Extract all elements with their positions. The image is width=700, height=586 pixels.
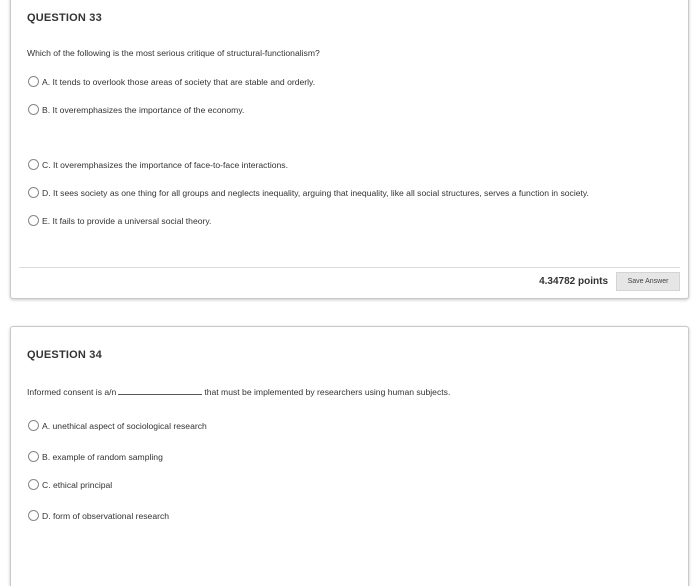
answer-blank [118,386,202,395]
save-answer-button[interactable]: Save Answer [616,272,680,291]
q33-option-b-label[interactable]: B. It overemphasizes the importance of the economy. [42,104,245,115]
q34-option-a-label[interactable]: A. unethical aspect of sociological research [42,420,207,431]
radio-button[interactable] [28,479,39,490]
radio-button[interactable] [28,420,39,431]
question-33-title: QUESTION 33 [27,12,102,24]
question-34-text-before: Informed consent is a/n [27,387,117,397]
radio-button[interactable] [28,104,39,115]
question-34-card [10,326,689,586]
q34-option-d[interactable] [28,510,169,521]
q33-option-a-label[interactable]: A. It tends to overlook those areas of society that are stable and orderly. [42,76,316,87]
q34-option-c[interactable] [28,479,112,490]
q33-option-e[interactable] [28,215,211,226]
divider [19,267,680,268]
q33-option-a[interactable] [28,76,315,87]
q33-option-c-label[interactable]: C. It overemphasizes the importance of face-to-face interactions. [42,159,288,170]
radio-button[interactable] [28,215,39,226]
question-33-text: Which of the following is the most serious critique of structural-functionalism? [27,48,320,58]
radio-button[interactable] [28,187,39,198]
radio-button[interactable] [28,451,39,462]
radio-button[interactable] [28,159,39,170]
q33-option-c[interactable] [28,159,288,170]
question-33-card [10,0,689,299]
question-34-title: QUESTION 34 [27,349,102,361]
q34-option-b[interactable] [28,451,163,462]
question-34-text-after: that must be implemented by researchers using human subjects. [204,387,451,397]
radio-button[interactable] [28,76,39,87]
q34-option-d-label[interactable]: D. form of observational research [42,510,170,521]
q33-option-d[interactable] [28,187,589,198]
q34-option-c-label[interactable]: C. ethical principal [42,479,113,490]
q33-option-b[interactable] [28,104,244,115]
radio-button[interactable] [28,510,39,521]
q33-option-e-label[interactable]: E. It fails to provide a universal social theory. [42,215,212,226]
q34-option-a[interactable] [28,420,207,431]
q33-option-d-label[interactable]: D. It sees society as one thing for all groups and neglects inequality, arguing that inequality, like all social structures, serves a function in society. [42,187,589,198]
question-34-text [27,386,450,397]
points-value: 4.34782 points [539,276,608,287]
q34-option-b-label[interactable]: B. example of random sampling [42,451,163,462]
